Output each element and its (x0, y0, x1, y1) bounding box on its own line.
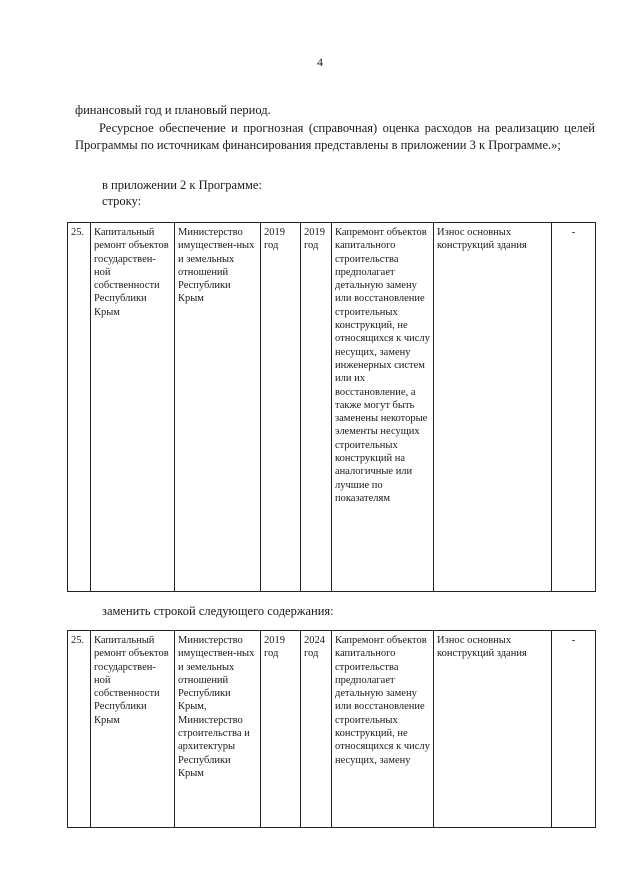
cell-result: Износ основных конструкций здания (434, 631, 552, 828)
cell-number: 25. (68, 631, 91, 828)
cell-start-year: 2019 год (261, 223, 301, 592)
cell-end-year: 2019 год (301, 223, 332, 592)
paragraph-replace-with: заменить строкой следующего содержания: (102, 604, 334, 618)
cell-event-name: Капитальный ремонт объектов государствен-ной собственности Республики Крым (91, 631, 175, 828)
paragraph-financial-year: финансовый год и плановый период. (75, 103, 271, 117)
cell-executor: Министерство имуществен-ных и земельных отношений Республики Крым (175, 223, 261, 592)
paragraph-resource-support: Ресурсное обеспечение и прогнозная (справочная) оценка расходов на реализацию целей Программы по источникам финансирования представлены в приложении 3 к Программе.»; (75, 121, 595, 152)
cell-end-year: 2024 год (301, 631, 332, 828)
cell-indicator: - (552, 631, 596, 828)
paragraph-row-reference: строку: (102, 194, 142, 208)
old-row-table (67, 222, 596, 592)
table-row (68, 223, 596, 592)
paragraph-appendix-reference: в приложении 2 к Программе: (102, 178, 262, 192)
cell-start-year: 2019 год (261, 631, 301, 828)
cell-event-name: Капитальный ремонт объектов государствен-ной собственности Республики Крым (91, 223, 175, 592)
cell-executor: Министерство имуществен-ных и земельных отношений Республики Крым, Министерство строительства и архитектуры Республики Крым (175, 631, 261, 828)
table-row (68, 631, 596, 828)
cell-description: Капремонт объектов капитального строительства предполагает детальную замену или восстановление строительных конструкций, не относящихся к числу несущих, замену (332, 631, 434, 828)
cell-description: Капремонт объектов капитального строительства предполагает детальную замену или восстановление строительных конструкций, не относящихся к числу несущих, замену инженерных систем или их восстановление, а также могут быть заменены некоторые элементы несущих строительных конструкций на аналогичные или лучшие по показателям (332, 223, 434, 592)
cell-number: 25. (68, 223, 91, 592)
cell-indicator: - (552, 223, 596, 592)
cell-result: Износ основных конструкций здания (434, 223, 552, 592)
new-row-table (67, 630, 596, 828)
page-number: 4 (317, 55, 323, 69)
